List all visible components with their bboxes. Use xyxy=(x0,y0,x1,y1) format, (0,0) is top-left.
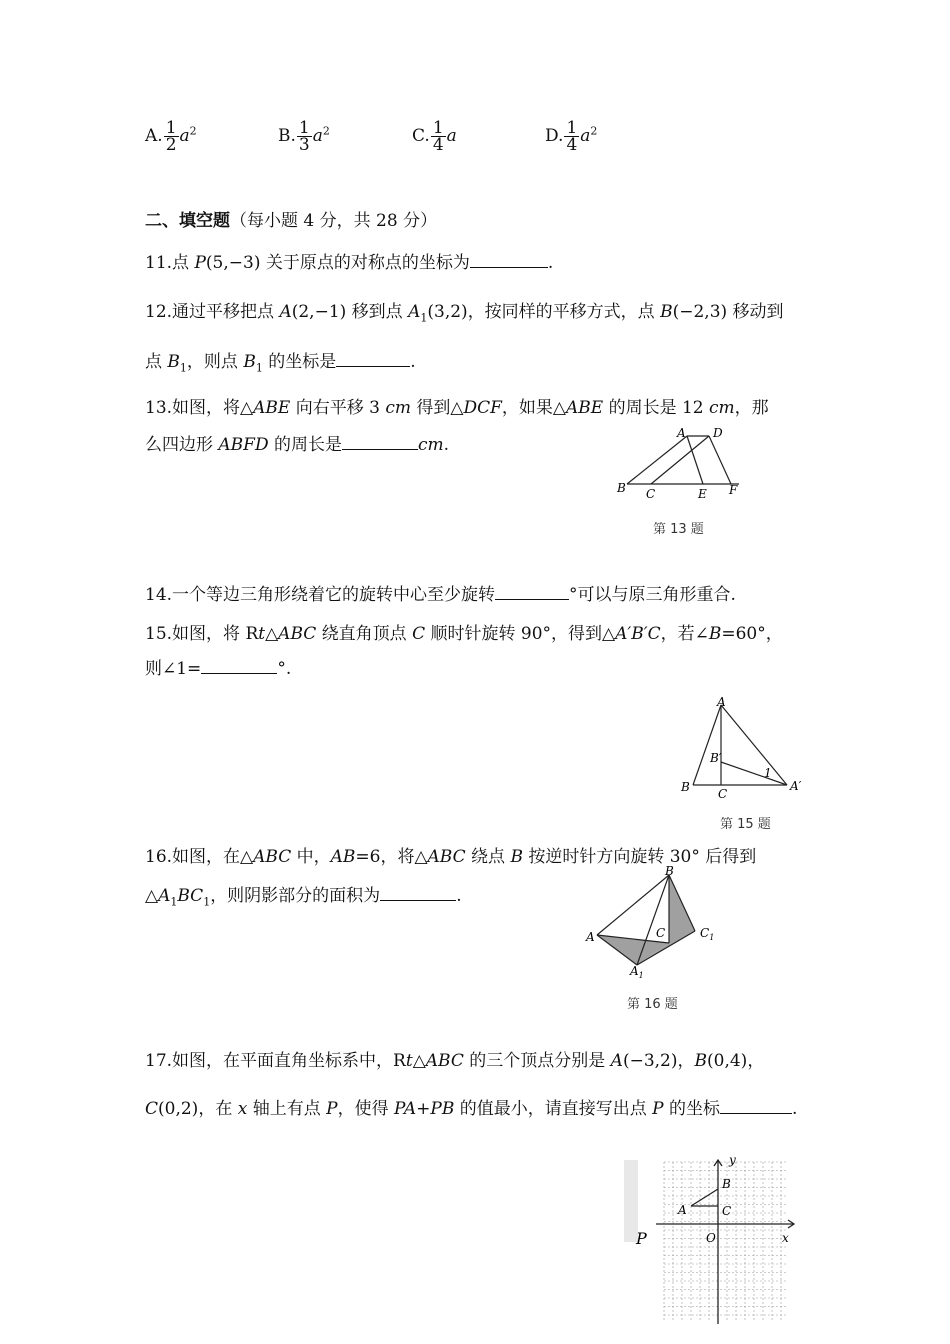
label-b: B xyxy=(617,481,626,495)
figure-16 xyxy=(585,864,725,980)
option-c: C. $\frac{1}{4}$ a xyxy=(412,118,457,155)
line-ba xyxy=(627,436,687,484)
label-c: C xyxy=(722,1204,732,1218)
label-a: A xyxy=(717,695,726,709)
question-16-line-2: $\triangle A_1BC_1$，则阴影部分的面积为 . xyxy=(145,886,462,909)
fraction: $\frac{1}{3}$ xyxy=(298,118,310,155)
label-b-prime: B′ xyxy=(710,751,722,765)
figure-15 xyxy=(675,695,810,800)
figure-17-coordinate-grid xyxy=(636,1152,806,1327)
question-17-line-2: C(0,2)，在 x 轴上有点 P，使得 PA+PB 的值最小，请直接写出点 P 的坐标 . xyxy=(145,1099,798,1119)
question-15-line-2: 则∠1= °. xyxy=(145,659,292,679)
question-13-line-2: 么四边形 ABFD 的周长是 cm. xyxy=(145,435,450,455)
question-12-line-1: 12.通过平移把点 A(2,−1) 移到点 $A_1(3,2)$，按同样的平移方式，点 B(−2,3) 移动到 xyxy=(145,302,784,325)
answer-blank[interactable] xyxy=(380,884,456,901)
line-ab xyxy=(693,705,721,785)
label-c: C xyxy=(656,926,666,940)
question-16-line-1: 16.如图，在△ABC 中，AB=6，将△ABC 绕点 B 按逆时针方向旋转 30° 后得到 xyxy=(145,847,757,867)
question-11: 11.点 P(5,−3) 关于原点的对称点的坐标为 . xyxy=(145,253,554,273)
section-heading: 二、填空题（每小题 4 分，共 28 分） xyxy=(145,211,438,231)
option-d: D. $\frac{1}{4}$ $a^2$ xyxy=(545,118,598,155)
label-a: A xyxy=(677,426,686,440)
figure-15-caption: 第 15 题 xyxy=(720,817,771,832)
figure-16-caption: 第 16 题 xyxy=(627,997,678,1012)
figure-13 xyxy=(615,422,755,502)
fraction: $\frac{1}{2}$ xyxy=(165,118,177,155)
label-b: B xyxy=(722,1177,731,1191)
label-c: C xyxy=(646,487,656,501)
label-a: A xyxy=(678,1203,687,1217)
answer-blank[interactable] xyxy=(495,583,569,600)
label-b: B xyxy=(681,780,690,794)
question-13-line-1: 13.如图，将△ABE 向右平移 3 cm 得到△DCF，如果△ABE 的周长是 12 cm，那 xyxy=(145,398,769,418)
label-a1: $A_1$ xyxy=(630,964,644,980)
fraction: $\frac{1}{4}$ xyxy=(432,118,444,155)
figure-13-caption: 第 13 题 xyxy=(653,522,704,537)
label-p: P xyxy=(636,1229,647,1248)
question-12-line-2: 点 $B_1$，则点 $B_1$ 的坐标是 . xyxy=(145,352,416,375)
question-14: 14.一个等边三角形绕着它的旋转中心至少旋转 °可以与原三角形重合. xyxy=(145,585,736,605)
label-y: y xyxy=(729,1153,736,1167)
answer-blank[interactable] xyxy=(342,433,418,450)
answer-blank[interactable] xyxy=(336,350,410,367)
question-15-line-1: 15.如图，将 Rt△ABC 绕直角顶点 C 顺时针旋转 90°，得到△A′B′C，若∠B=60°， xyxy=(145,624,783,644)
option-a: A. $\frac{1}{2}$ $a^2$ xyxy=(145,118,197,155)
label-x: x xyxy=(782,1231,789,1245)
line-df xyxy=(709,436,731,484)
label-d: D xyxy=(713,426,723,440)
answer-blank[interactable] xyxy=(470,251,548,268)
answer-blank[interactable] xyxy=(720,1097,792,1114)
label-o: O xyxy=(706,1231,716,1245)
label-e: E xyxy=(698,487,707,501)
label-a: A xyxy=(586,930,595,944)
label-c1: $C_1$ xyxy=(700,926,715,942)
label-angle-1: 1 xyxy=(764,766,772,780)
segment-ab xyxy=(691,1189,718,1206)
label-a-prime: A′ xyxy=(790,779,802,793)
label-b: B xyxy=(665,864,674,878)
option-b: B. $\frac{1}{3}$ $a^2$ xyxy=(278,118,330,155)
label-f: F xyxy=(729,483,738,497)
label-c: C xyxy=(718,787,728,801)
question-17-line-1: 17.如图，在平面直角坐标系中，Rt△ABC 的三个顶点分别是 A(−3,2)，B(0,4)， xyxy=(145,1051,765,1071)
fraction: $\frac{1}{4}$ xyxy=(566,118,578,155)
answer-blank[interactable] xyxy=(201,657,277,674)
